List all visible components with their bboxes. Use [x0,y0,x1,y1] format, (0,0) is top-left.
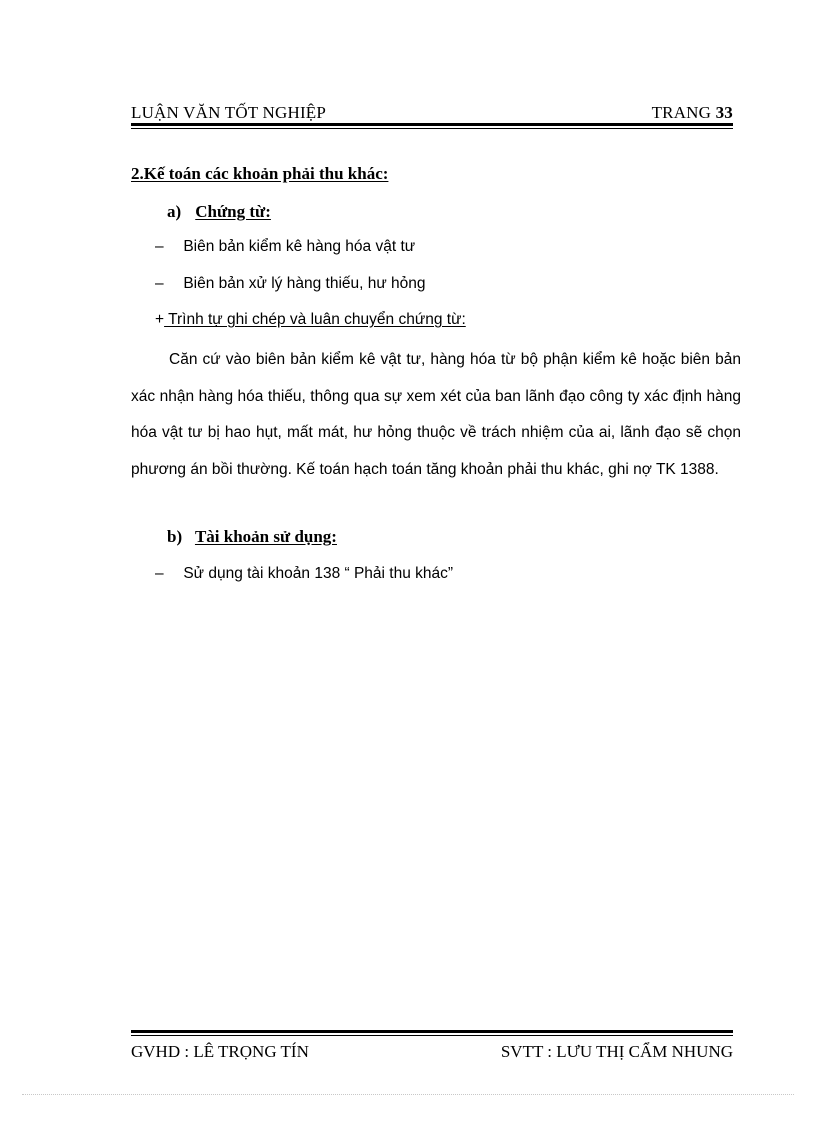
footer-rule-thin [131,1035,733,1036]
subsection-a-label: a) [167,202,182,221]
list-item-text: Biên bản kiểm kê hàng hóa vật tư [183,238,416,255]
list-item-text: Biên bản xử lý hàng thiếu, hư hỏng [183,275,426,292]
list-item-text: Sử dụng tài khoản 138 “ Phải thu khác” [183,565,454,582]
header-rule-thin [131,128,733,129]
list-item [155,565,453,583]
subsection-a-title: Chứng từ: [195,202,271,221]
header-title: LUẬN VĂN TỐT NGHIỆP [131,103,327,122]
page-header [131,99,733,123]
header-page-number: 33 [715,103,733,122]
header-rule-thick [131,123,733,126]
footer-rule-thick [131,1030,733,1033]
procedure-marker: + [155,311,165,328]
bullet-dash: – [155,238,164,255]
header-page-label: TRANG [651,103,712,122]
body-paragraph: Căn cứ vào biên bản kiểm kê vật tư, hàng hóa từ bộ phận kiểm kê hoặc biên bản xác nhận hàng hóa thiếu, thông qua sự xem xét của ban lãnh đạo công ty xác định hàng hóa vật tư bị hao hụt, mất mát, hư hỏng thuộc về trách nhiệm của ai, lãnh đạo sẽ chọn phương án bồi thường. Kế toán hạch toán tăng khoản phải thu khác, ghi nợ TK 1388. [131,351,741,478]
page-edge [22,1094,794,1095]
header-page [652,103,733,123]
procedure-title: Trình tự ghi chép và luân chuyển chứng từ: [164,311,466,328]
page-footer [131,1042,733,1062]
subsection-b-title: Tài khoản sử dụng: [194,527,337,546]
footer-student: SVTT : LƯU THỊ CẨM NHUNG [500,1042,733,1061]
bullet-dash: – [155,565,164,582]
footer-advisor: GVHD : LÊ TRỌNG TÍN [131,1042,309,1061]
subsection-b-label: b) [167,527,183,546]
subsection-b [167,527,337,547]
list-item [155,275,426,293]
procedure-heading [155,311,466,329]
bullet-dash: – [155,275,164,292]
subsection-a [167,202,271,222]
list-item [155,238,415,256]
section-title: 2.Kế toán các khoản phải thu khác: [131,164,389,183]
